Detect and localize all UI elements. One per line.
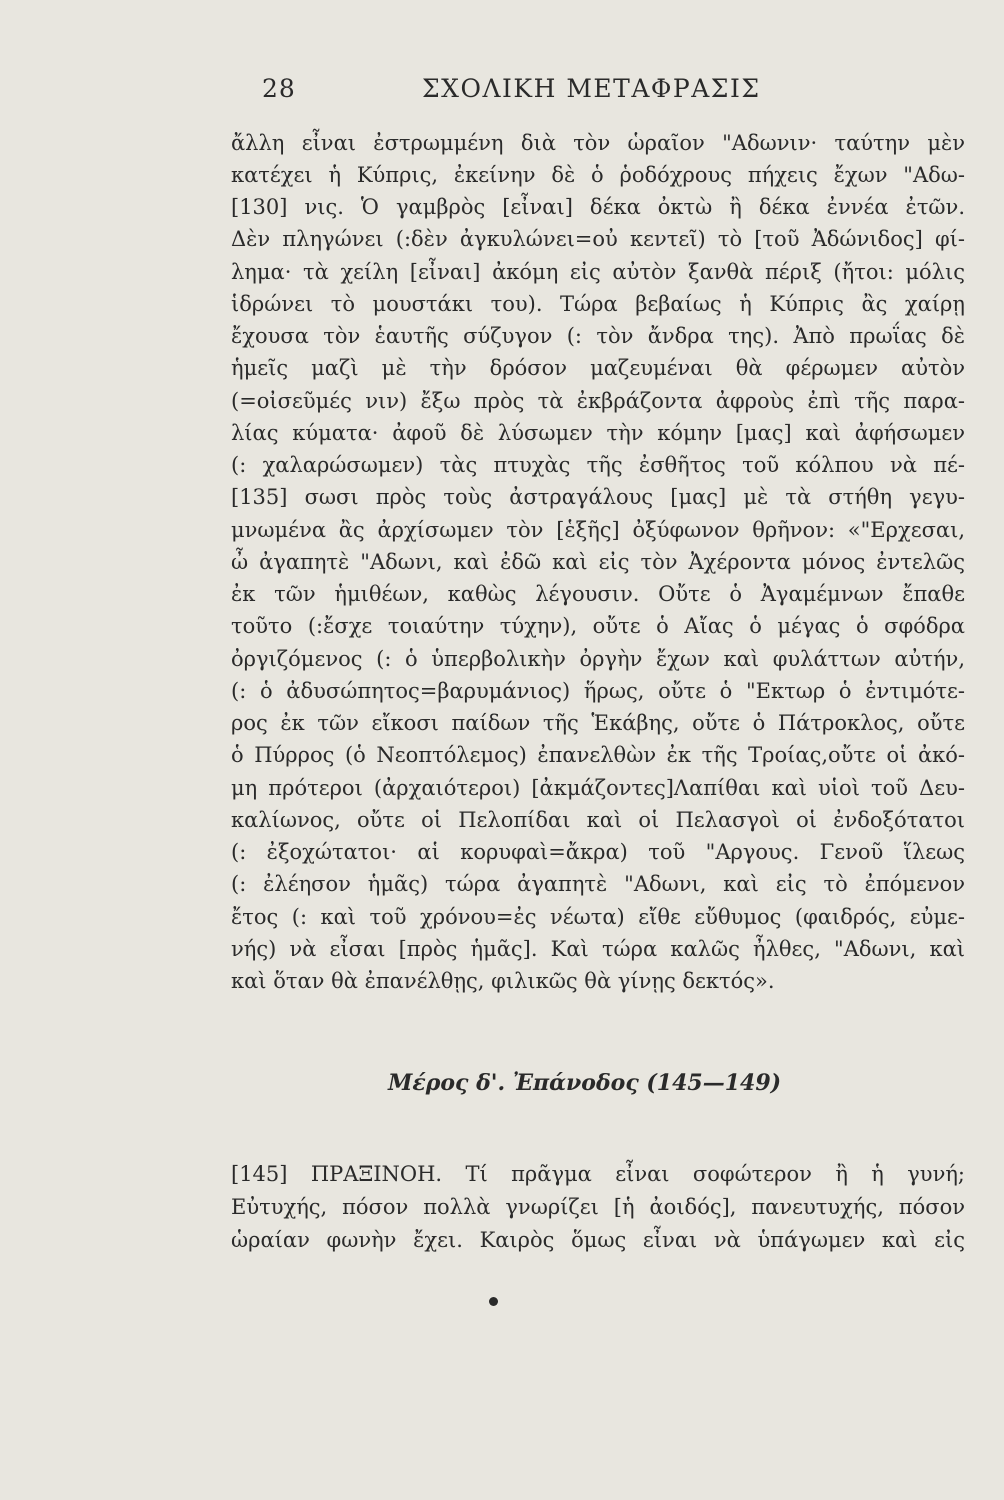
ornament-dot (489, 1297, 498, 1306)
text-line: [130] νις. Ὁ γαμβρὸς [εἶναι] δέκα ὀκτὼ ἢ δέκα ἐννέα ἐτῶν. (231, 195, 965, 219)
text-line: (=οἰσεῦμές νιν) ἔξω πρὸς τὰ ἐκβράζοντα ἀφροὺς ἐπὶ τῆς παρα- (231, 389, 965, 413)
text-line: ὀργιζόμενος (: ὁ ὑπερβολικὴν ὀργὴν ἔχων καὶ φυλάττων αὐτήν, (231, 647, 965, 671)
text-line: [135] σωσι πρὸς τοὺς ἀστραγάλους [μας] μὲ τὰ στήθη γεγυ- (231, 485, 965, 509)
text-line: ρος ἐκ τῶν εἴκοσι παίδων τῆς Ἑκάβης, οὔτε ὁ Πάτροκλος, οὔτε (231, 711, 965, 735)
text-line: ἔτος (: καὶ τοῦ χρόνου=ἐς νέωτα) εἴθε εὔθυμος (φαιδρός, εὐμε- (231, 905, 965, 929)
text-line: ὦ ἀγαπητὲ "Αδωνι, καὶ ἐδῶ καὶ εἰς τὸν Ἀχέροντα μόνος ἐντελῶς (231, 550, 965, 574)
page-header (262, 74, 782, 114)
section-heading: Μέρος δ'. Ἐπάνοδος (145—149) (388, 1070, 782, 1096)
text-line: ὁ Πύρρος (ὁ Νεοπτόλεμος) ἐπανελθὼν ἐκ τῆς Τροίας,οὔτε οἱ ἀκό- (231, 743, 965, 767)
text-line: ἐκ τῶν ἡμιθέων, καθὼς λέγουσιν. Οὔτε ὁ Ἀγαμέμνων ἔπαθε (231, 582, 965, 606)
page-number: 28 (262, 74, 296, 103)
text-line: καὶ ὅταν θὰ ἐπανέλθῃς, φιλικῶς θὰ γίνῃς δεκτός». (231, 969, 775, 993)
text-line: (: χαλαρώσωμεν) τὰς πτυχὰς τῆς ἐσθῆτος τοῦ κόλπου νὰ πέ- (231, 453, 965, 477)
text-line: μη πρότεροι (ἀρχαιότεροι) [ἀκμάζοντες]Λαπίθαι καὶ υἱοὶ τοῦ Δευ- (231, 776, 965, 800)
text-line: Εὐτυχής, πόσον πολλὰ γνωρίζει [ἡ ἀοιδός], πανευτυχής, πόσον (231, 1195, 965, 1219)
text-line: λημα· τὰ χείλη [εἶναι] ἀκόμη εἰς αὐτὸν ξανθὰ πέριξ (ἤτοι: μόλις (231, 260, 965, 284)
text-line: ὡραίαν φωνὴν ἔχει. Καιρὸς ὅμως εἶναι νὰ ὑπάγωμεν καὶ εἰς (231, 1228, 965, 1252)
text-line: ἱδρώνει τὸ μουστάκι του). Τώρα βεβαίως ἡ Κύπρις ἂς χαίρῃ (231, 292, 965, 316)
text-line: καλίωνος, οὔτε οἱ Πελοπίδαι καὶ οἱ Πελασγοὶ οἱ ἐνδοξότατοι (231, 808, 965, 832)
text-line: τοῦτο (:ἔσχε τοιαύτην τύχην), οὔτε ὁ Αἴας ὁ μέγας ὁ σφόδρα (231, 614, 965, 638)
text-line: ἔχουσα τὸν ἑαυτῆς σύζυγον (: τὸν ἄνδρα της). Ἀπὸ πρωΐας δὲ (231, 324, 965, 348)
text-line: κατέχει ἡ Κύπρις, ἐκείνην δὲ ὁ ῥοδόχρους πήχεις ἔχων "Αδω- (231, 163, 965, 187)
text-line: (: ὁ ἀδυσώπητος=βαρυμάνιος) ἥρως, οὔτε ὁ "Εκτωρ ὁ ἐντιμότε- (231, 679, 965, 703)
text-line: νής) νὰ εἶσαι [πρὸς ἡμᾶς]. Καὶ τώρα καλῶς ἦλθες, "Αδωνι, καὶ (231, 937, 965, 961)
text-line: (: ἐλέησον ἡμᾶς) τώρα ἀγαπητὲ "Αδωνι, καὶ εἰς τὸ ἐπόμενον (231, 872, 965, 896)
text-line: ἡμεῖς μαζὶ μὲ τὴν δρόσον μαζευμέναι θὰ φέρωμεν αὐτὸν (231, 356, 965, 380)
text-line: [145] ΠΡΑΞΙΝΟΗ. Τί πρᾶγμα εἶναι σοφώτερον ἢ ἡ γυνή; (231, 1162, 965, 1186)
text-line: ἄλλη εἶναι ἐστρωμμένη διὰ τὸν ὡραῖον "Αδωνιν· ταύτην μὲν (231, 131, 965, 155)
running-title: ΣΧΟΛΙΚΗ ΜΕΤΑΦΡΑΣΙΣ (422, 74, 761, 103)
text-line: μνωμένα ἂς ἀρχίσωμεν τὸν [ἑξῆς] ὀξύφωνον θρῆνον: «"Ερχεσαι, (231, 518, 965, 542)
text-line: λίας κύματα· ἀφοῦ δὲ λύσωμεν τὴν κόμην [μας] καὶ ἀφήσωμεν (231, 421, 965, 445)
text-line: (: ἐξοχώτατοι· αἱ κορυφαὶ=ἄκρα) τοῦ "Αργους. Γενοῦ ἵλεως (231, 840, 965, 864)
text-line: Δὲν πληγώνει (:δὲν ἀγκυλώνει=οὐ κεντεῖ) τὸ [τοῦ Ἀδώνιδος] φί- (231, 227, 965, 251)
